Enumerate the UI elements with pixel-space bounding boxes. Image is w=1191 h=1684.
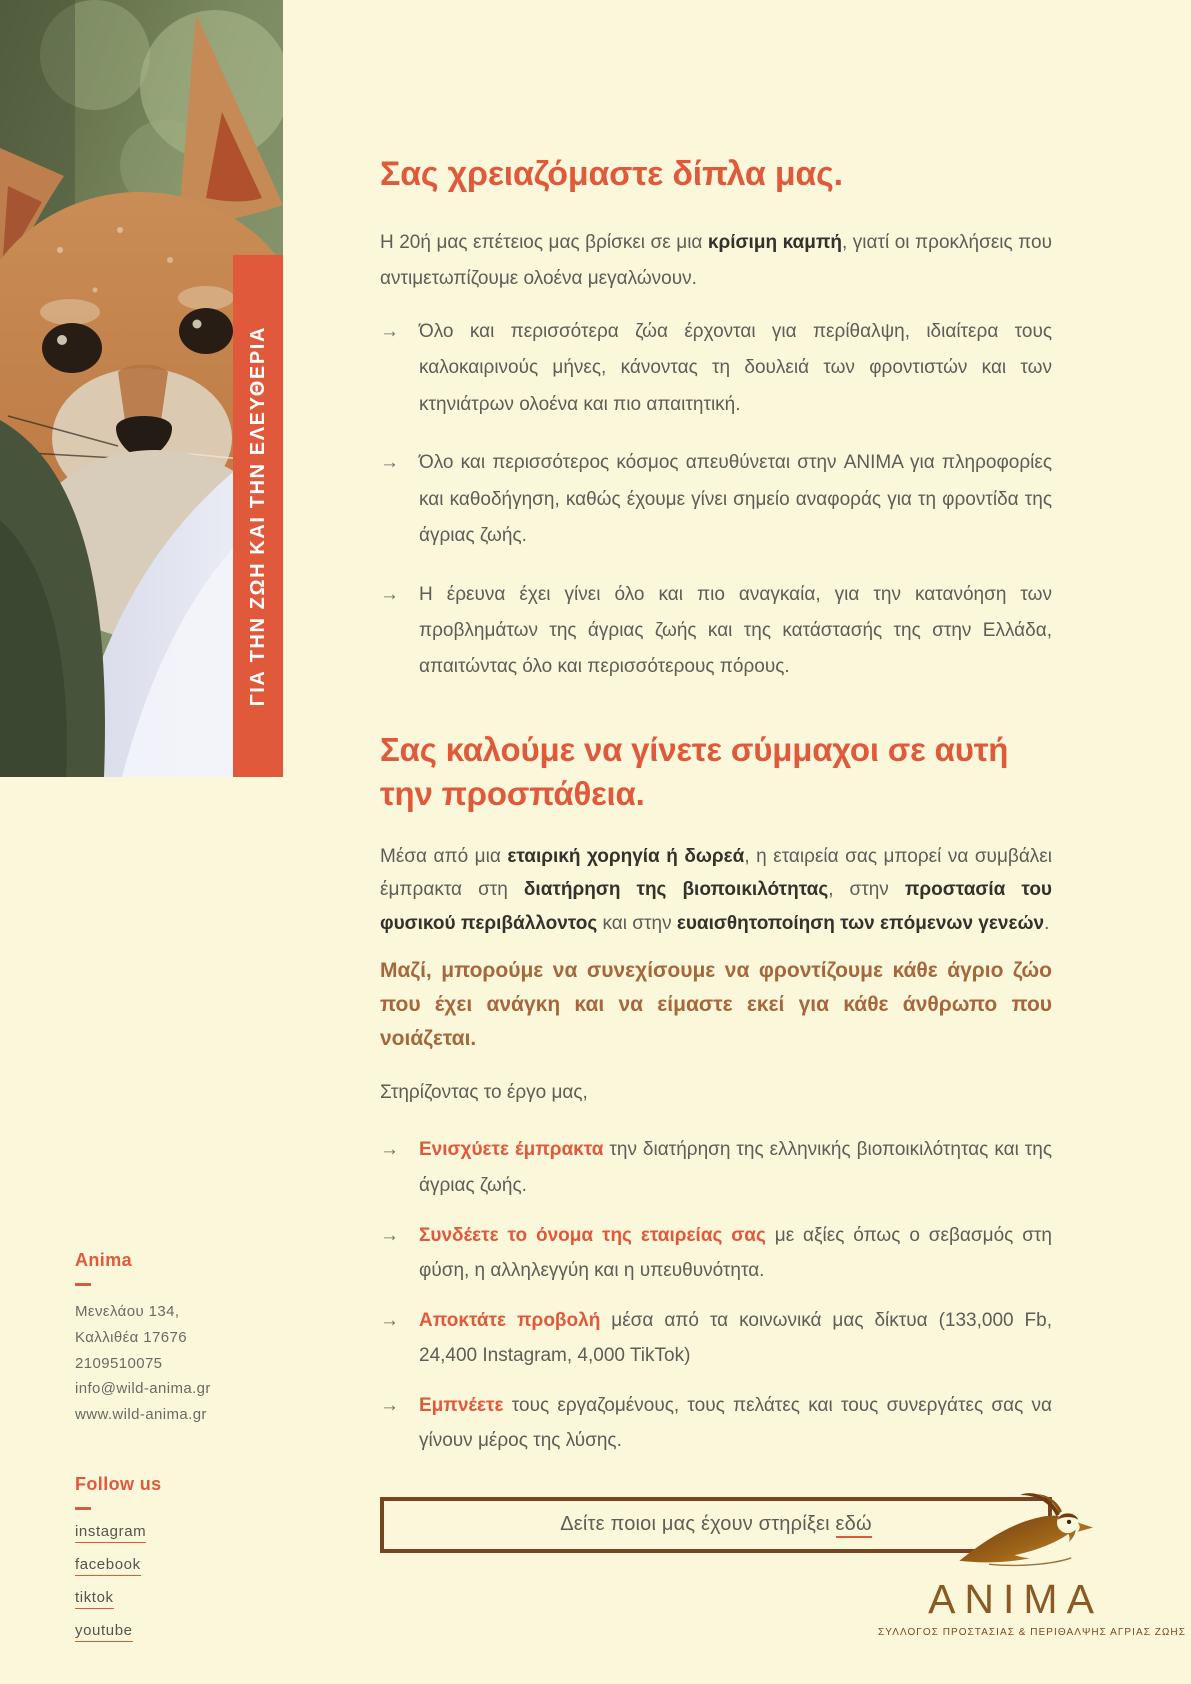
bullet-item	[380, 577, 1052, 686]
ribbon-label: ΓΙΑ ΤΗΝ ΖΩΗ ΚΑΙ ΤΗΝ ΕΛΕΥΘΕΡΙΑ	[246, 325, 269, 707]
text-segment: Η έρευνα έχει γίνει όλο και πιο αναγκαία, για την κατανόηση των προβλημάτων της άγριας ζωής και της κατάστασής της στην Ελλάδα, απαιτώντας όλο και περισσότερους πόρους.	[419, 583, 1052, 678]
arrow-bullet-icon: →	[380, 452, 399, 474]
follow-us-block	[75, 1474, 315, 1642]
arrow-bullet-icon: →	[380, 1395, 399, 1417]
arrow-bullet-icon: →	[380, 583, 399, 605]
text-line: Σας καλούμε να γίνετε σύμμαχοι σε αυτή	[380, 730, 1009, 768]
supporting-kicker: Στηρίζοντας το έργο μας,	[380, 1082, 588, 1104]
bullet-text	[419, 445, 1052, 554]
social-link-tiktok[interactable]: tiktok	[75, 1589, 114, 1609]
divider-dash	[75, 1283, 91, 1286]
text-segment: ευαισθητοποίηση των επόμενων γενεών	[676, 912, 1045, 934]
challenges-list	[380, 314, 1052, 686]
heading-we-need-you: Σας χρειαζόμαστε δίπλα μας.	[380, 155, 843, 193]
anima-logo	[878, 1490, 1186, 1638]
social-link-instagram[interactable]: instagram	[75, 1523, 146, 1543]
arrow-bullet-icon: →	[380, 1224, 399, 1246]
logo-tagline: ΣΥΛΛΟΓΟΣ ΠΡΟΣΤΑΣΙΑΣ & ΠΕΡΙΘΑΛΨΗΣ ΑΓΡΙΑΣ ΖΩΗΣ	[878, 1627, 1186, 1638]
text-segment: Η 20ή μας επέτειος μας βρίσκει σε μια	[380, 231, 708, 253]
intro-paragraph	[380, 225, 1052, 298]
text-segment: .	[1044, 912, 1050, 934]
heading-become-allies	[380, 728, 1052, 816]
contact-sidebar	[75, 1250, 315, 1655]
text-segment: Αποκτάτε προβολή	[419, 1310, 601, 1332]
text-segment: και στην	[597, 912, 677, 934]
text-segment: , γιατί οι προκλήσεις που αντιμετωπίζουμε ολοένα μεγαλώνουν.	[380, 231, 1052, 290]
bullet-item	[380, 1303, 1052, 1373]
bullet-item	[380, 445, 1052, 554]
divider-dash	[75, 1507, 91, 1510]
text-segment: , στην	[828, 879, 905, 901]
text-segment: Εμπνέετε	[419, 1395, 504, 1417]
arrow-bullet-icon: →	[380, 1310, 399, 1332]
text-line: 2109510075	[75, 1354, 163, 1372]
social-link-facebook[interactable]: facebook	[75, 1556, 141, 1576]
text-segment: Δείτε ποιοι μας έχουν στηρίξει	[560, 1512, 836, 1535]
text-segment: Μέσα από μια	[380, 845, 508, 867]
bullet-text	[419, 314, 1052, 423]
text-segment: Συνδέετε το όνομα της εταιρείας σας	[419, 1224, 766, 1246]
text-segment: μέσα από τα κοινωνικά μας δίκτυα (133,000 Fb, 24,400 Instagram, 4,000 TikTok)	[419, 1310, 1052, 1367]
vertical-ribbon	[233, 255, 283, 777]
lapwing-bird-icon	[943, 1490, 1113, 1582]
text-segment: με αξίες όπως ο σεβασμός στη φύση, η αλληλεγγύη και η υπευθυνότητα.	[419, 1224, 1053, 1281]
arrow-bullet-icon: →	[380, 1139, 399, 1161]
text-segment: τους εργαζομένους, τους πελάτες και τους συνεργάτες σας να γίνουν μέρος της λύσης.	[419, 1395, 1052, 1452]
social-link-youtube[interactable]: youtube	[75, 1622, 133, 1642]
logo-wordmark: ANIMA	[928, 1576, 1103, 1622]
benefits-list	[380, 1132, 1052, 1458]
social-links	[75, 1523, 315, 1642]
text-segment: την διατήρηση της ελληνικής βιοποικιλότητας και της άγριας ζωής.	[419, 1139, 1052, 1196]
text-segment: , η εταιρεία σας μπορεί να συμβάλει έμπρακτα στη	[380, 845, 1052, 901]
main-content	[380, 154, 1052, 1553]
text-segment: Όλο και περισσότερος κόσμος απευθύνεται στην ANIMA για πληροφορίες και καθοδήγηση, καθώς έχουμε γίνει σημείο αναφοράς για τη φροντίδα της άγριας ζωής.	[419, 452, 1052, 547]
text-line: www.wild-anima.gr	[75, 1406, 207, 1424]
bullet-text	[419, 1218, 1052, 1288]
text-segment: διατήρηση της βιοποικιλότητας	[523, 879, 829, 901]
bullet-item	[380, 1218, 1052, 1288]
text-segment: Ενισχύετε έμπρακτα	[419, 1139, 604, 1161]
text-line: την προσπάθεια.	[380, 774, 645, 812]
text-line: info@wild-anima.gr	[75, 1380, 211, 1398]
bullet-text	[419, 1388, 1052, 1458]
text-segment: Όλο και περισσότερα ζώα έρχονται για περίθαλψη, ιδιαίτερα τους καλοκαιρινούς μήνες, κάνοντας τη δουλειά των φροντιστών και των κτηνιάτρων ολοένα και πιο απαιτητική.	[419, 320, 1052, 415]
supporters-here-link[interactable]: εδώ	[836, 1513, 872, 1538]
bullet-text	[419, 1132, 1052, 1202]
together-paragraph: Μαζί, μπορούμε να συνεχίσουμε να φροντίζουμε κάθε άγριο ζώο που έχει ανάγκη και να είμαστε εκεί για κάθε άνθρωπο που νοιάζεται.	[380, 959, 1052, 1051]
bullet-text	[419, 1303, 1052, 1373]
arrow-bullet-icon: →	[380, 320, 399, 342]
text-segment: κρίσιμη καμπή	[707, 231, 842, 253]
address-block	[75, 1299, 315, 1428]
follow-us-title: Follow us	[75, 1473, 162, 1494]
text-line: Μενελάου 134,	[75, 1303, 180, 1320]
sponsorship-paragraph	[380, 840, 1052, 940]
bullet-item	[380, 1388, 1052, 1458]
org-name: Anima	[75, 1250, 133, 1270]
text-segment: εταιρική χορηγία ή δωρεά	[507, 845, 745, 867]
text-segment: προστασία του φυσικού περιβάλλοντος	[380, 879, 1052, 934]
bullet-item	[380, 1132, 1052, 1202]
bullet-item	[380, 314, 1052, 423]
bullet-text	[419, 577, 1052, 686]
text-line: Καλλιθέα 17676	[75, 1328, 188, 1346]
